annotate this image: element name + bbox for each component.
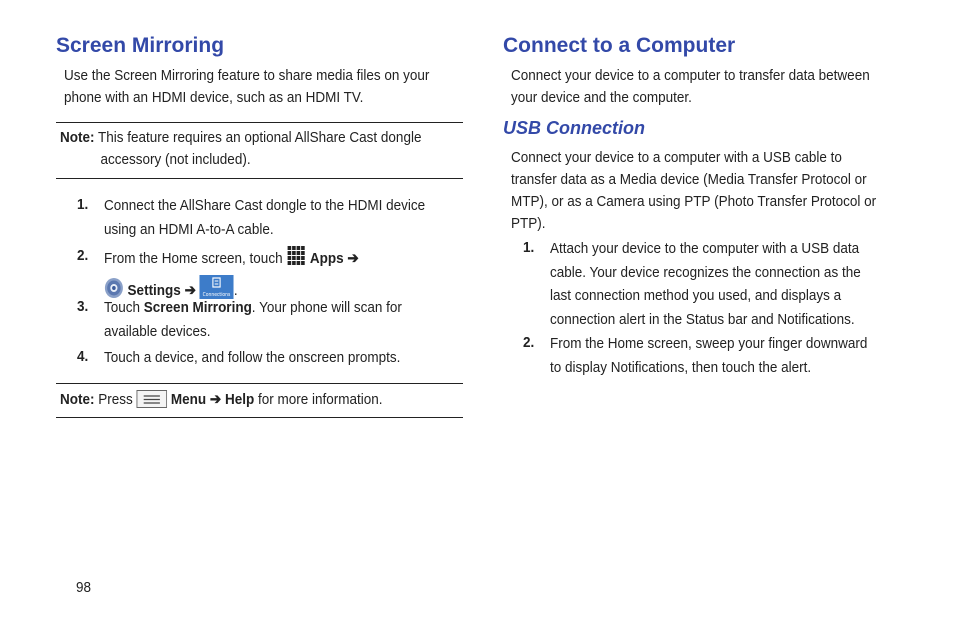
menu-label: Menu	[170, 391, 207, 408]
step-line: Attach your device to the computer with a USB data	[550, 240, 860, 257]
apps-label: Apps	[309, 250, 344, 267]
step-3-text	[104, 296, 482, 344]
step-4-text	[104, 346, 482, 370]
step-line: using an HDMI A-to-A cable.	[104, 221, 274, 238]
note-bottom-rule	[56, 178, 463, 179]
note-text: for more information.	[257, 391, 383, 408]
step-line: From the Home screen, touch	[104, 250, 283, 267]
menu-key-icon	[137, 390, 168, 415]
usb-step-2-text	[550, 332, 910, 379]
note2-bottom-rule	[56, 417, 463, 418]
step-number: 4.	[77, 348, 89, 365]
step-number: 2.	[523, 334, 535, 351]
step-line: available devices.	[104, 323, 211, 340]
note-text: This feature requires an optional AllShare Cast dongle	[98, 129, 422, 146]
usb-intro	[511, 147, 916, 235]
settings-label: Settings	[127, 282, 181, 299]
note-optional-dongle	[60, 127, 465, 171]
usb-line: transfer data as a Media device (Media Transfer Protocol or	[511, 171, 867, 188]
apps-grid-icon	[286, 245, 306, 275]
note-label: Note:	[60, 391, 95, 408]
arrow-icon: ➔	[184, 282, 196, 299]
screen-mirroring-label: Screen Mirroring	[143, 299, 252, 316]
connections-icon-label: Connections	[202, 292, 231, 299]
step-line: From the Home screen, sweep your finger downward	[550, 335, 868, 352]
step-line: Connect the AllShare Cast dongle to the HDMI device	[104, 197, 426, 214]
note-text: Press	[98, 391, 133, 408]
intro-line: Use the Screen Mirroring feature to share media files on your	[64, 67, 430, 84]
intro-line: Connect your device to a computer to transfer data between	[511, 67, 870, 84]
step-line: Touch a device, and follow the onscreen prompts.	[104, 349, 401, 366]
step-line: last connection method you used, and displays a	[550, 287, 842, 304]
usb-line: PTP).	[511, 215, 546, 232]
step-number: 2.	[77, 247, 89, 264]
subsection-title-usb: USB Connection	[503, 118, 645, 138]
step-1-text	[104, 194, 464, 242]
section-title-connect-computer: Connect to a Computer	[503, 34, 736, 57]
help-label: Help	[224, 391, 255, 408]
step-line: cable. Your device recognizes the connection as the	[550, 263, 861, 281]
intro-line: your device and the computer.	[511, 89, 692, 106]
page-number: 98	[76, 579, 92, 596]
intro-line: phone with an HDMI device, such as an HDMI TV.	[64, 89, 364, 106]
note-text-continued: accessory (not included).	[100, 151, 251, 168]
step-tail: .	[233, 282, 238, 299]
step-number: 1.	[523, 239, 535, 256]
usb-line: Connect your device to a computer with a USB cable to	[511, 149, 842, 166]
step-number: 3.	[77, 298, 89, 315]
step-line: . Your phone will scan for	[251, 299, 402, 316]
connect-intro	[511, 65, 916, 109]
usb-line: MTP), or as a Camera using PTP (Photo Transfer Protocol or	[511, 193, 877, 210]
step-line: to display Notifications, then touch the alert.	[550, 358, 812, 376]
note-press-menu-help	[60, 389, 465, 415]
arrow-icon: ➔	[347, 250, 359, 267]
note-top-rule	[56, 122, 463, 123]
step-line: connection alert in the Status bar and Notifications.	[550, 310, 855, 328]
step-number: 1.	[77, 196, 89, 213]
screen-mirroring-intro	[64, 65, 469, 109]
step-line: Touch	[104, 299, 141, 316]
arrow-icon: ➔	[209, 391, 222, 408]
section-title-screen-mirroring: Screen Mirroring	[56, 34, 225, 57]
note-label: Note:	[60, 129, 95, 146]
usb-step-1-text	[550, 237, 910, 331]
note2-top-rule	[56, 383, 463, 384]
